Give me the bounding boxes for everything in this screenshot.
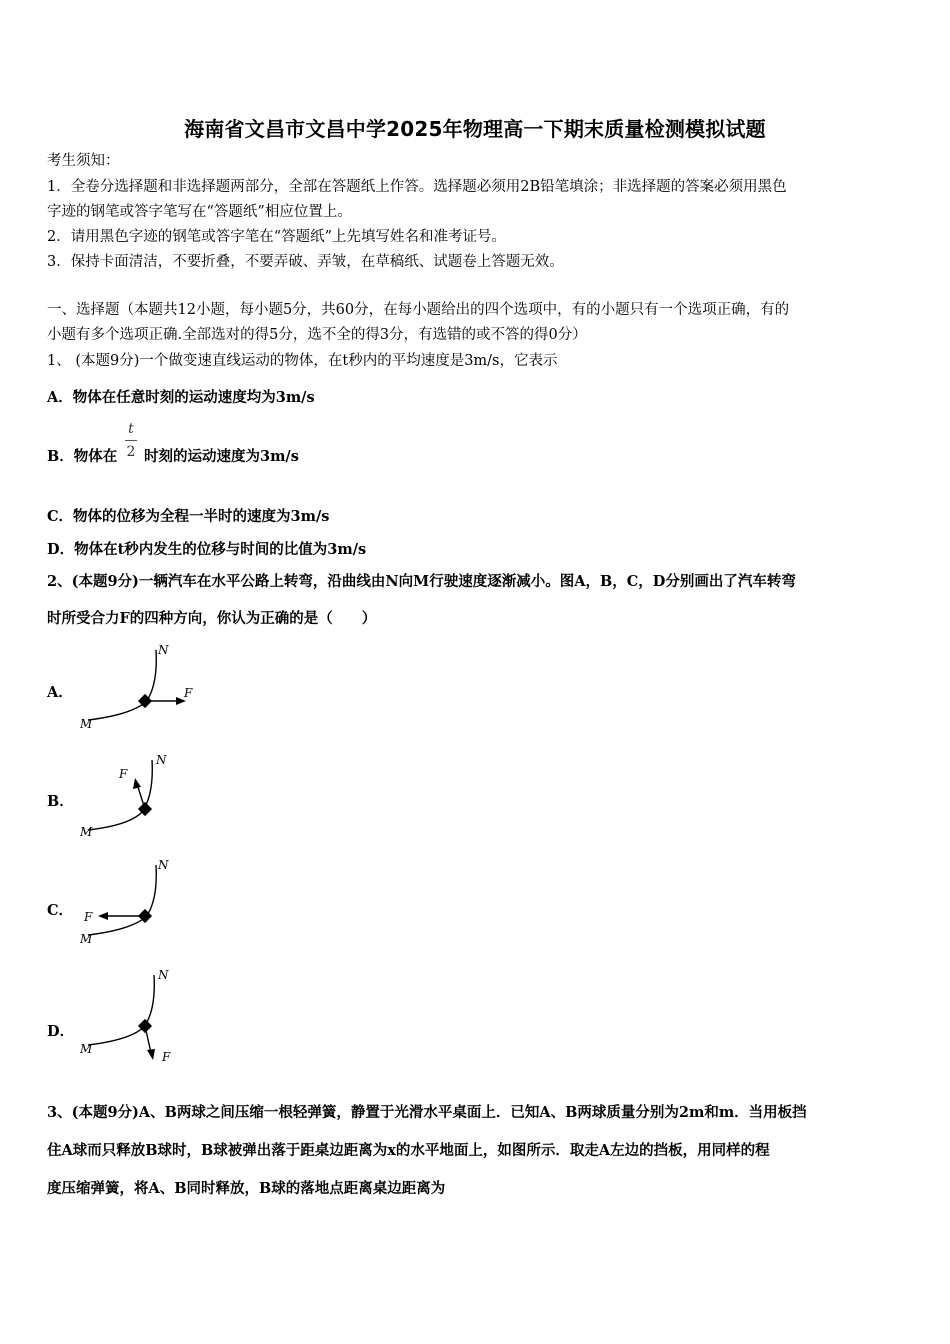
q1-option-b-suffix: 时刻的运动速度为3m/s — [144, 448, 299, 465]
curve-path — [88, 975, 154, 1045]
label-m: M — [80, 932, 93, 946]
section-heading-line-1: 一、选择题（本题共12小题，每小题5分，共60分，在每小题给出的四个选项中，有的小题只有一个选项正确，有的 — [47, 302, 790, 318]
diagram-c — [70, 855, 210, 955]
label-f: F — [84, 910, 93, 924]
q3-stem-line-2: 住A球而只释放B球时，B球被弹出落于距桌边距离为x的水平地面上，如图所示．取走A左边的挡板，用同样的程 — [47, 1142, 770, 1159]
curve-path — [88, 865, 156, 935]
q2-option-b-label: B． — [47, 793, 74, 810]
notice-line-1: 1．全卷分选择题和非选择题两部分，全部在答题纸上作答。选择题必须用2B铅笔填涂；非选择题的答案必须用黑色 — [47, 179, 787, 195]
notice-line-1b: 字迹的钢笔或答字笔写在“答题纸”相应位置上。 — [47, 204, 352, 220]
notice-line-2: 2．请用黑色字迹的钢笔或答字笔在“答题纸”上先填写姓名和准考证号。 — [47, 229, 507, 245]
diagram-b — [70, 750, 210, 850]
q1-option-d: D．物体在t秒内发生的位移与时间的比值为3m/s — [47, 541, 367, 558]
label-n: N — [158, 643, 169, 657]
label-m: M — [80, 717, 93, 731]
label-n: N — [156, 753, 167, 767]
q2-stem-line-1: 2、(本题9分)一辆汽车在水平公路上转弯，沿曲线由N向M行驶速度逐渐减小。图A，B，C，D分别画出了汽车转弯 — [47, 573, 796, 590]
q3-stem-line-3: 度压缩弹簧，将A、B同时释放，B球的落地点距离桌边距离为 — [47, 1180, 446, 1197]
label-m: M — [80, 1042, 93, 1056]
fraction-bar — [125, 440, 137, 441]
q1-option-c: C．物体的位移为全程一半时的速度为3m/s — [47, 508, 330, 525]
label-m: M — [80, 825, 93, 839]
q2-stem-line-2: 时所受合力F的四种方向，你认为正确的是（ ） — [47, 610, 377, 627]
force-arrowhead — [147, 1049, 155, 1060]
q1-option-b-prefix: B．物体在 — [47, 448, 118, 465]
q2-option-a-label: A． — [47, 684, 73, 701]
page-title: 海南省文昌市文昌中学2025年物理高一下期末质量检测模拟试题 — [184, 117, 766, 141]
q1-option-a: A．物体在任意时刻的运动速度均为3m/s — [47, 389, 315, 406]
label-f: F — [119, 767, 128, 781]
fraction-t-over-2 — [125, 420, 137, 461]
fraction-numerator: t — [128, 421, 134, 437]
curve-path — [88, 650, 156, 720]
label-f: F — [184, 686, 193, 700]
notice-heading: 考生须知： — [47, 153, 120, 169]
label-n: N — [158, 968, 169, 982]
diagram-d — [70, 965, 210, 1070]
notice-line-3: 3．保持卡面清洁，不要折叠，不要弄破、弄皱，在草稿纸、试题卷上答题无效。 — [47, 254, 564, 270]
q3-stem-line-1: 3、(本题9分)A、B两球之间压缩一根轻弹簧，静置于光滑水平桌面上．已知A、B两球质量分别为2m和m．当用板挡 — [47, 1104, 807, 1121]
section-heading-line-2: 小题有多个选项正确.全部选对的得5分，选不全的得3分，有选错的或不答的得0分） — [47, 327, 587, 343]
force-arrowhead — [133, 778, 141, 789]
diagram-a — [70, 640, 210, 740]
q2-option-d-label: D． — [47, 1023, 75, 1040]
label-n: N — [158, 858, 169, 872]
fraction-denominator: 2 — [126, 444, 136, 460]
force-arrowhead — [98, 912, 108, 920]
label-f: F — [162, 1050, 171, 1064]
force-arrow — [137, 784, 145, 809]
q1-stem: 1、 (本题9分)一个做变速直线运动的物体，在t秒内的平均速度是3m/s，它表示 — [47, 353, 558, 369]
q2-option-c-label: C． — [47, 902, 74, 919]
